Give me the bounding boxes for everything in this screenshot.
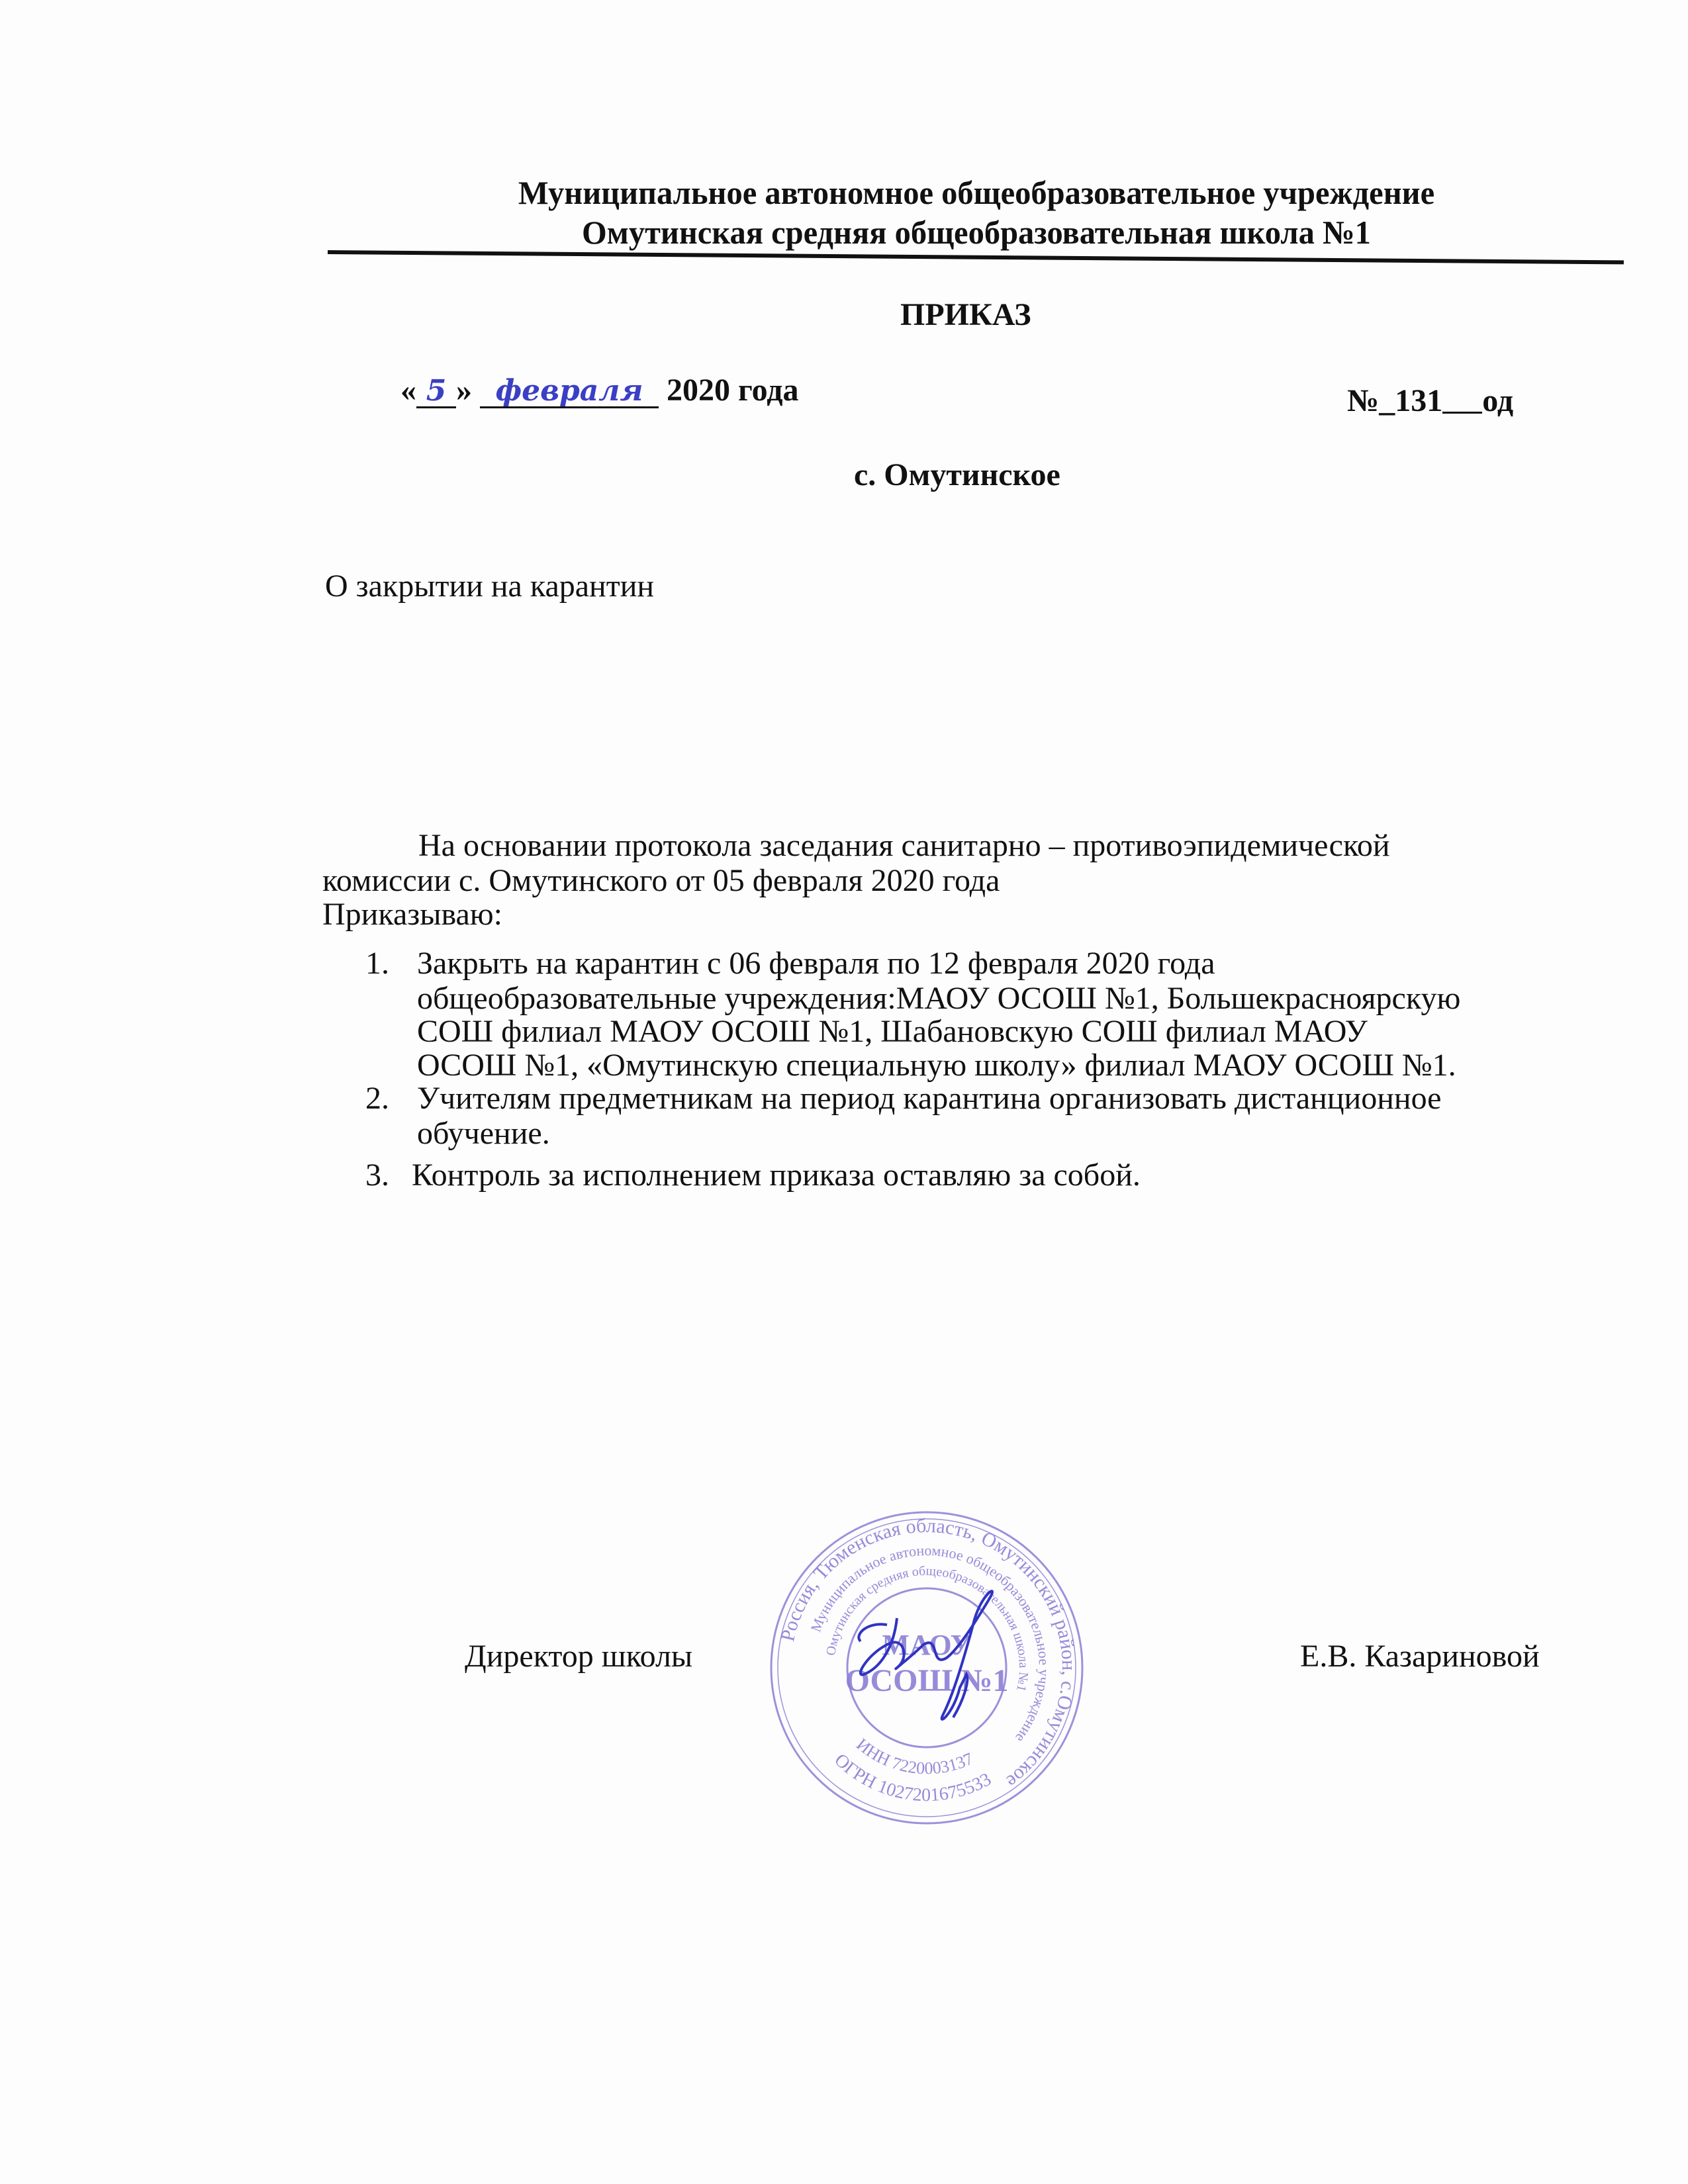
school-seal-stamp	[761, 1502, 1092, 1833]
institution-name-line1: Муниципальное автономное общеобразовательное учреждение	[518, 174, 1435, 211]
date-day-field	[416, 375, 456, 408]
item-line: обучение.	[417, 1116, 550, 1151]
item-number: 1.	[365, 946, 389, 981]
order-number	[1347, 383, 1513, 419]
stamp-outer-text: Россия, Тюменская область, Омутинский район, с.Омутинское	[776, 1514, 1080, 1793]
item-line: Учителям предметникам на период карантина организовать дистанционное	[417, 1081, 1442, 1116]
order-number-prefix: №_131	[1347, 383, 1443, 418]
signatory-name: Е.В. Казариновой	[1300, 1639, 1540, 1674]
institution-name-line2: Омутинская средняя общеобразовательная школа №1	[582, 214, 1371, 251]
item-number: 2.	[365, 1081, 389, 1116]
order-number-suffix: од	[1482, 383, 1514, 418]
stamp-center-top: МАОУ	[882, 1629, 972, 1661]
date-month-field	[480, 375, 659, 408]
place: с. Омутинское	[854, 457, 1060, 492]
date-month: февраля	[495, 374, 643, 408]
header-divider	[328, 250, 1624, 264]
preamble-line2: комиссии с. Омутинского от 05 февраля 2020 года	[322, 863, 1000, 898]
stamp-inner-text: Омутинская средняя общеобразовательная школа №1	[823, 1563, 1031, 1693]
date-year: 2020 года	[667, 373, 799, 408]
order-word: Приказываю:	[322, 897, 502, 932]
stamp-inn: ИНН 7220003137	[853, 1734, 976, 1778]
stamp-ogrn: ОГРН 1027201675533	[830, 1749, 995, 1806]
item-line: общеобразовательные учреждения:МАОУ ОСОШ №1, Большекрасноярскую	[417, 981, 1461, 1016]
item-line: Закрыть на карантин с 06 февраля по 12 февраля 2020 года	[417, 946, 1215, 981]
stamp-middle-text: Муниципальное автономное общеобразовательное учреждение	[807, 1541, 1053, 1746]
item-line: ОСОШ №1, «Омутинскую специальную школу» филиал МАОУ ОСОШ №1.	[417, 1048, 1456, 1083]
order-subject: О закрытии на карантин	[325, 569, 655, 604]
item-line: СОШ филиал МАОУ ОСОШ №1, Шабановскую СОШ филиал МАОУ	[417, 1014, 1368, 1049]
stamp-center-bottom: ОСОШ №1	[845, 1663, 1009, 1698]
date-day: 5	[426, 374, 447, 408]
document-title: ПРИКАЗ	[900, 297, 1031, 332]
date-close-quote: »	[456, 373, 472, 408]
item-number: 3.	[365, 1158, 389, 1193]
order-number-blank	[1442, 385, 1482, 414]
signatory-position: Директор школы	[465, 1639, 693, 1674]
item-line: Контроль за исполнением приказа оставляю за собой.	[412, 1158, 1141, 1193]
date-open-quote: «	[400, 373, 416, 408]
preamble-line1: На основании протокола заседания санитарно – противоэпидемической	[418, 828, 1390, 863]
order-date	[400, 372, 799, 408]
